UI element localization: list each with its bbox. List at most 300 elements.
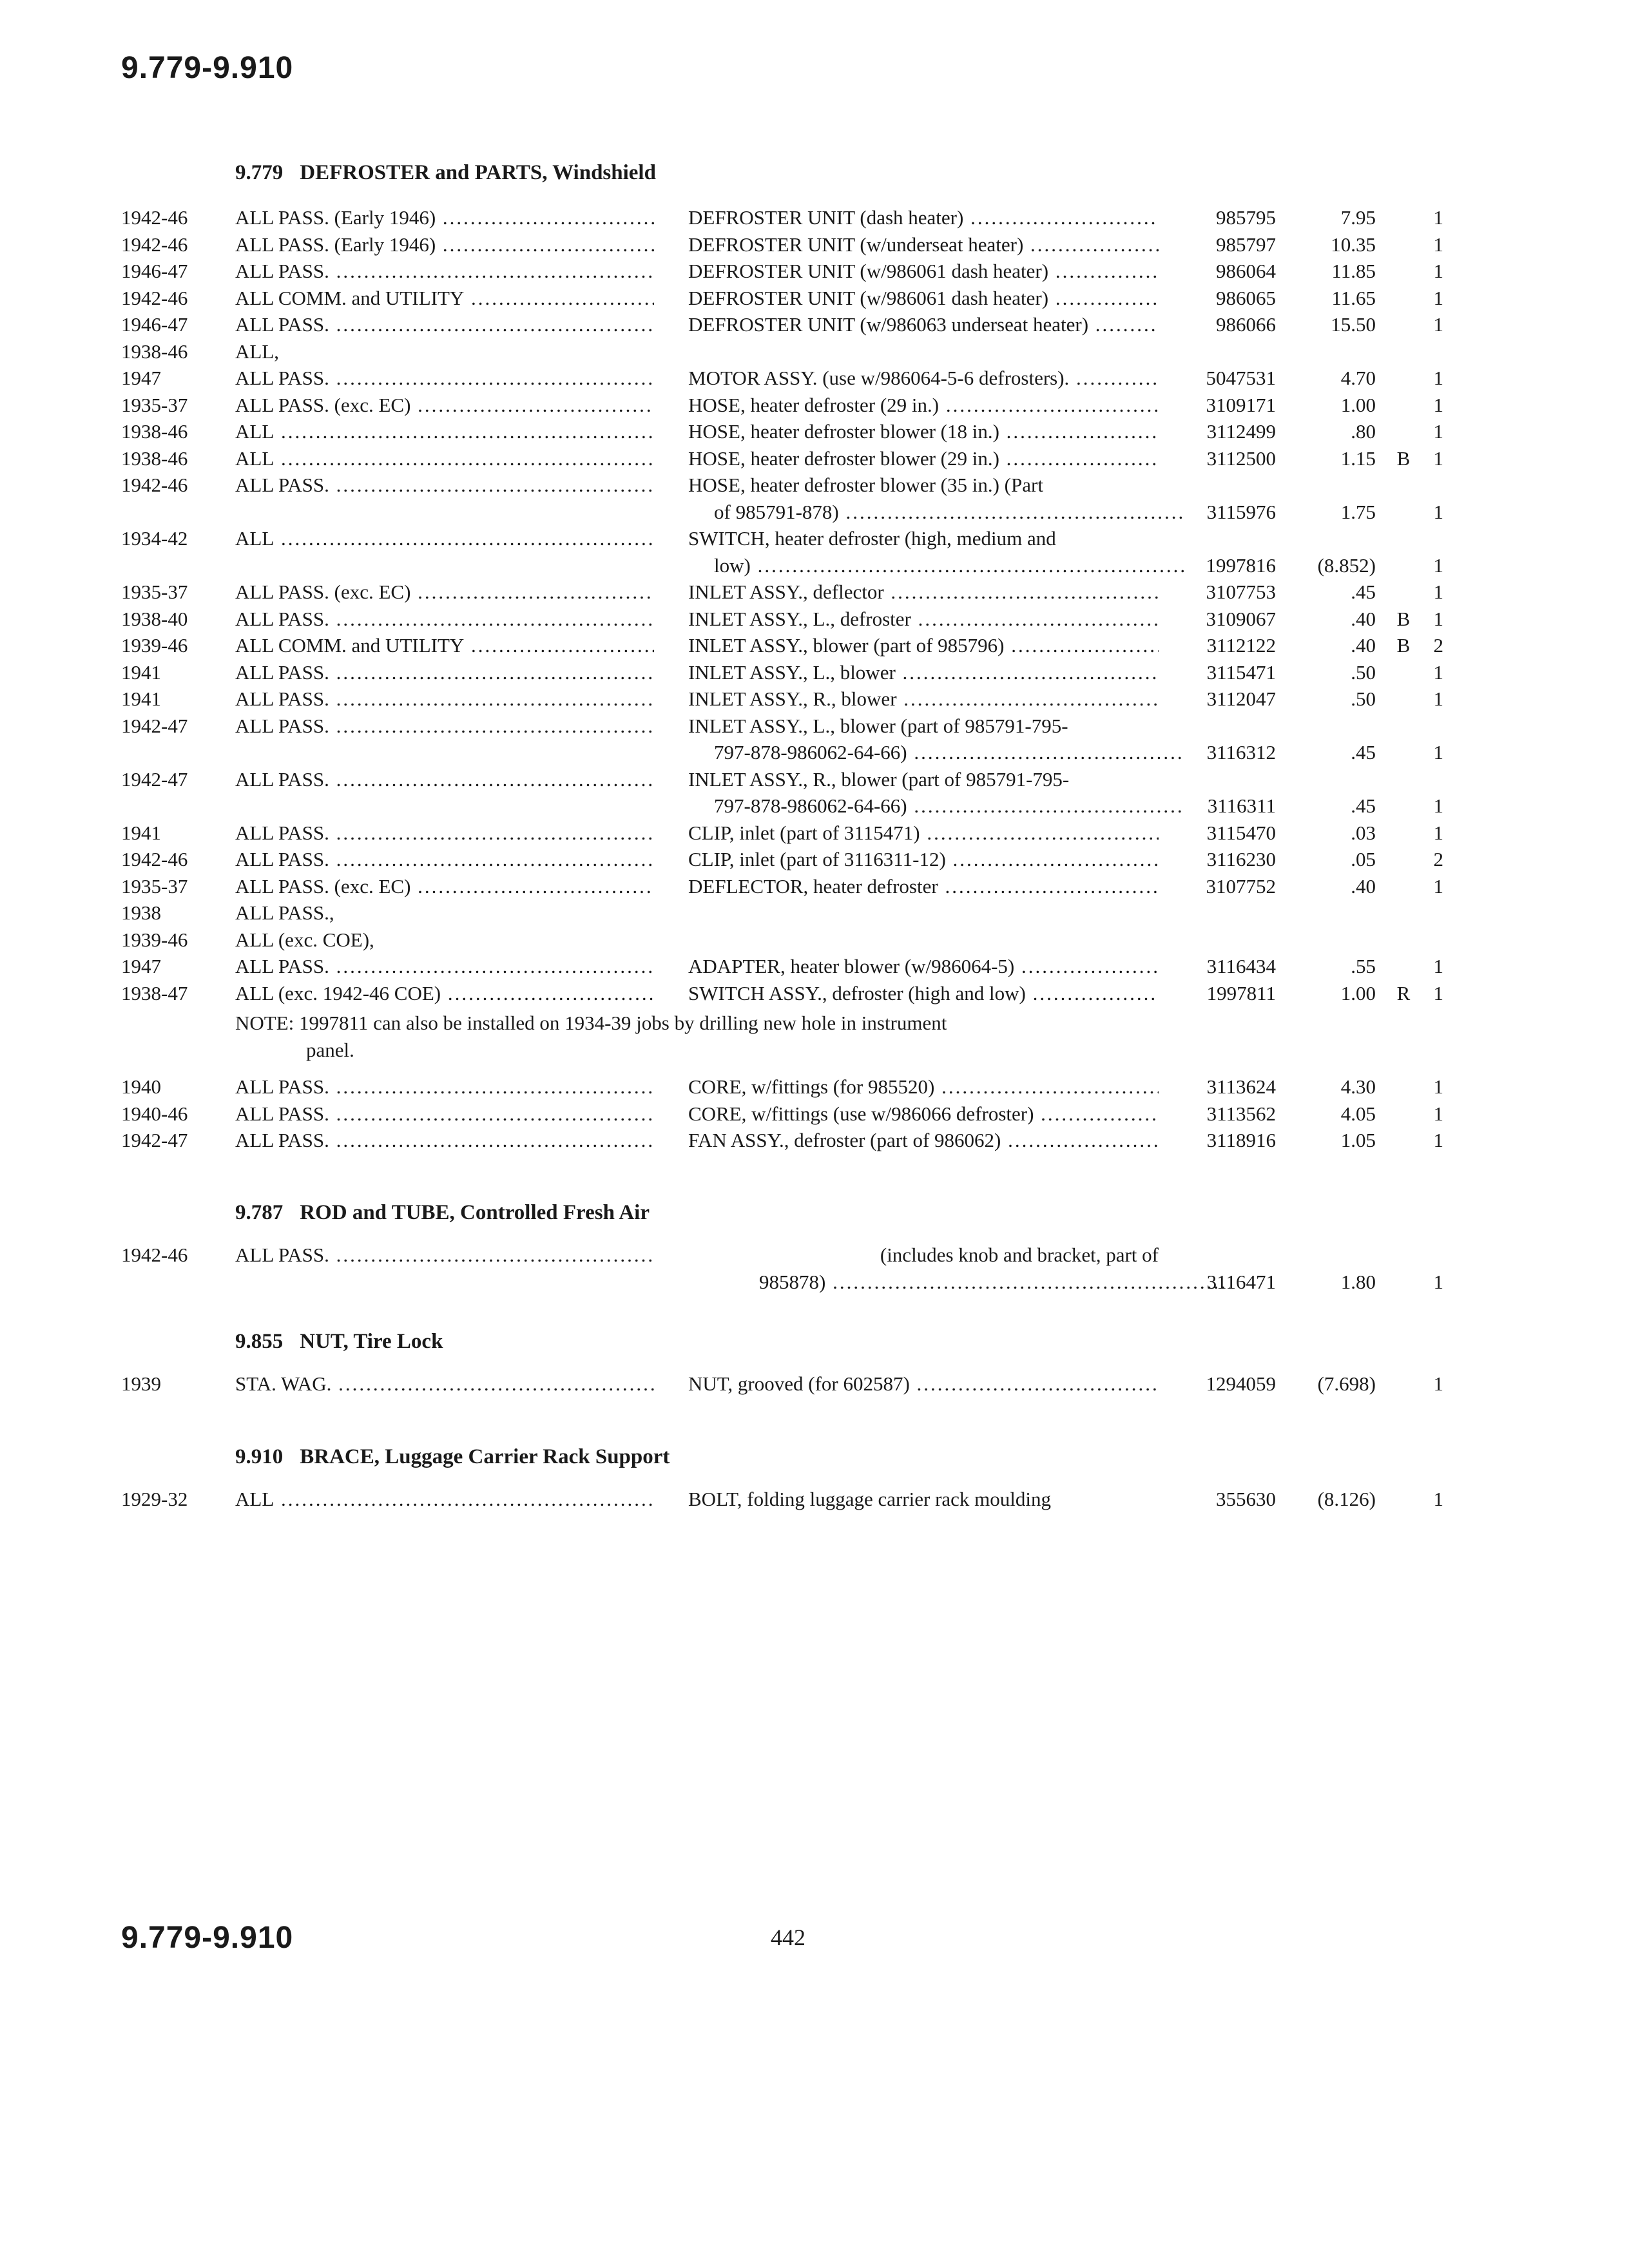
catalog-row: [0, 661, 1629, 687]
catalog-row: [0, 420, 1629, 446]
description-cell: [688, 447, 1159, 470]
quantity-cell: 2: [1433, 848, 1443, 870]
description-cell: [688, 420, 1159, 443]
part-number-cell: 3118916: [1206, 1129, 1276, 1151]
description-cell: [688, 794, 1184, 818]
part-number-cell: 3107752: [1206, 874, 1276, 898]
price-cell: 1.00: [1340, 393, 1376, 416]
part-number-cell: 3109171: [1206, 393, 1276, 416]
part-number-cell: 3112499: [1206, 420, 1276, 443]
catalog-row: [0, 901, 1629, 927]
part-number-cell: 355630: [1216, 1488, 1276, 1510]
catalog-row: [0, 1244, 1629, 1269]
model-cell: [235, 955, 654, 978]
price-cell: .50: [1351, 687, 1376, 710]
year-cell: 1940-46: [121, 1102, 188, 1125]
price-cell: 4.05: [1340, 1102, 1376, 1125]
description-cell: [688, 875, 1159, 898]
model-cell: [235, 474, 654, 497]
section-title: [235, 1445, 670, 1469]
catalog-row: [0, 367, 1629, 392]
price-cell: .40: [1351, 607, 1376, 630]
year-cell: 1946-47: [121, 313, 188, 336]
catalog-row: [0, 1372, 1629, 1398]
description-text: DEFLECTOR, heater defroster .....: [688, 875, 1159, 898]
description-cell: [688, 768, 1159, 791]
model-text: ALL PASS. .....: [235, 1075, 654, 1098]
year-cell: 1935-37: [121, 874, 188, 898]
quantity-cell: 1: [1433, 313, 1443, 336]
part-number-cell: 986065: [1216, 286, 1276, 309]
description-text: HOSE, heater defroster blower (35 in.) (Part: [688, 474, 1043, 496]
part-number-cell: 3116312: [1206, 741, 1276, 764]
description-cell: [688, 1271, 1229, 1294]
model-text: ALL PASS. .....: [235, 822, 654, 844]
part-number-cell: 3115471: [1206, 660, 1276, 684]
price-cell: .03: [1351, 821, 1376, 844]
description-cell: [688, 313, 1159, 336]
catalog-row: [0, 1488, 1629, 1514]
catalog-row: [0, 848, 1629, 874]
model-cell: [235, 928, 654, 952]
quantity-cell: 1: [1433, 955, 1443, 977]
year-cell: 1947: [121, 955, 161, 977]
model-cell: [235, 1372, 654, 1396]
quantity-cell: 1: [1433, 367, 1443, 389]
description-text: SWITCH ASSY., defroster (high and low) .....: [688, 982, 1159, 1004]
model-text: ALL PASS. (exc. EC) .....: [235, 875, 654, 898]
description-text: (includes knob and bracket, part of: [880, 1244, 1159, 1266]
section-number: 9.855: [235, 1330, 284, 1353]
price-cell: 1.75: [1340, 500, 1376, 523]
code-cell: B: [1396, 607, 1411, 630]
description-cell: [688, 287, 1159, 310]
model-cell: [235, 848, 654, 871]
price-cell: .05: [1351, 848, 1376, 870]
model-text: ALL PASS. .....: [235, 715, 654, 737]
model-text: STA. WAG. .....: [235, 1372, 654, 1395]
price-cell: .40: [1351, 634, 1376, 657]
quantity-cell: 1: [1433, 1270, 1443, 1293]
description-cell: [688, 1102, 1159, 1126]
model-cell: [235, 982, 654, 1005]
model-text: ALL PASS. .....: [235, 955, 654, 977]
quantity-cell: 1: [1433, 581, 1443, 603]
model-text: ALL PASS. .....: [235, 313, 654, 336]
description-text: NUT, grooved (for 602587) .....: [688, 1372, 1159, 1395]
note-line-2: panel.: [306, 1039, 354, 1061]
part-number-cell: 986066: [1216, 313, 1276, 336]
quantity-cell: 1: [1433, 233, 1443, 256]
model-cell: [235, 206, 654, 229]
description-cell: [688, 554, 1184, 577]
catalog-row: [0, 394, 1629, 419]
code-cell: B: [1396, 634, 1411, 657]
description-text: INLET ASSY., L., defroster .....: [688, 608, 1159, 630]
description-text: of 985791-878) .....: [714, 501, 1184, 523]
year-cell: 1942-47: [121, 767, 188, 791]
catalog-row: [0, 741, 1629, 767]
description-text: INLET ASSY., deflector .....: [688, 581, 1159, 603]
model-text: ALL COMM. and UTILITY .....: [235, 634, 654, 657]
price-cell: 11.85: [1331, 260, 1376, 282]
catalog-row: [0, 501, 1629, 526]
price-cell: (7.698): [1317, 1372, 1376, 1395]
description-text: 797-878-986062-64-66) .....: [714, 794, 1184, 817]
year-cell: 1942-46: [121, 474, 188, 496]
description-cell: [688, 367, 1159, 390]
year-cell: 1939-46: [121, 634, 188, 657]
catalog-row: [0, 928, 1629, 954]
part-number-cell: 3113562: [1206, 1102, 1276, 1125]
part-number-cell: 3107753: [1206, 581, 1276, 603]
part-number-cell: 985797: [1216, 233, 1276, 256]
part-number-cell: 1294059: [1206, 1372, 1276, 1395]
year-cell: 1947: [121, 367, 161, 389]
part-number-cell: 985795: [1216, 206, 1276, 229]
description-text: 985878) .....: [759, 1271, 1229, 1293]
quantity-cell: 1: [1433, 741, 1443, 764]
year-cell: 1938-40: [121, 607, 188, 630]
price-cell: 1.05: [1340, 1129, 1376, 1151]
quantity-cell: 1: [1433, 1075, 1443, 1098]
model-text: ALL (exc. 1942-46 COE) .....: [235, 982, 654, 1004]
price-cell: .45: [1351, 794, 1376, 817]
year-cell: 1942-46: [121, 286, 188, 309]
section-name: ROD and TUBE, Controlled Fresh Air: [300, 1201, 650, 1224]
quantity-cell: 1: [1433, 1102, 1443, 1125]
quantity-cell: 1: [1433, 286, 1443, 309]
catalog-row: [0, 1075, 1629, 1101]
quantity-cell: 1: [1433, 1372, 1443, 1395]
part-number-cell: 3115976: [1206, 500, 1276, 523]
model-cell: [235, 901, 654, 925]
part-number-cell: 986064: [1216, 260, 1276, 282]
year-cell: 1938: [121, 901, 161, 924]
part-number-cell: 3112122: [1206, 634, 1276, 657]
year-cell: 1942-47: [121, 1129, 188, 1151]
model-text: ALL PASS. .....: [235, 1102, 654, 1125]
price-cell: 11.65: [1331, 286, 1376, 309]
year-cell: 1938-46: [121, 420, 188, 443]
description-text: HOSE, heater defroster blower (18 in.) .....: [688, 420, 1159, 443]
description-text: low) .....: [714, 554, 1184, 577]
year-cell: 1941: [121, 821, 161, 844]
page-header-range: 9.779-9.910: [121, 51, 294, 85]
price-cell: .45: [1351, 741, 1376, 764]
model-cell: [235, 822, 654, 845]
model-text: ALL PASS. .....: [235, 1244, 654, 1266]
description-text: DEFROSTER UNIT (w/986061 dash heater) .....: [688, 287, 1159, 309]
catalog-row: [0, 233, 1629, 259]
model-cell: [235, 420, 654, 443]
model-cell: [235, 447, 654, 470]
model-cell: [235, 1244, 654, 1267]
section-number: 9.910: [235, 1445, 284, 1468]
model-text: ALL PASS. .....: [235, 367, 654, 389]
quantity-cell: 1: [1433, 500, 1443, 523]
description-text: INLET ASSY., R., blower (part of 985791-795-: [688, 767, 1070, 791]
price-cell: .45: [1351, 581, 1376, 603]
price-cell: (8.852): [1317, 553, 1376, 577]
section-title: [235, 161, 656, 185]
model-text: ALL PASS. .....: [235, 608, 654, 630]
model-cell: [235, 687, 654, 711]
catalog-note: [235, 1010, 1150, 1064]
description-cell: [688, 634, 1159, 657]
model-cell: [235, 394, 654, 417]
model-text: ALL .....: [235, 447, 654, 470]
model-text: ALL PASS. (Early 1946) .....: [235, 233, 654, 256]
catalog-row: [0, 608, 1629, 633]
model-cell: [235, 527, 654, 550]
model-text: ALL,: [235, 340, 280, 363]
year-cell: 1939-46: [121, 928, 188, 951]
catalog-row: [0, 206, 1629, 232]
year-cell: 1938-46: [121, 340, 188, 363]
part-number-cell: 5047531: [1206, 367, 1276, 389]
model-text: ALL PASS. .....: [235, 1129, 654, 1151]
part-number-cell: 3112500: [1206, 447, 1276, 470]
description-cell: [688, 1075, 1159, 1099]
year-cell: 1946-47: [121, 260, 188, 282]
model-cell: [235, 581, 654, 604]
price-cell: (8.126): [1317, 1488, 1376, 1510]
model-cell: [235, 260, 654, 283]
year-cell: 1941: [121, 660, 161, 684]
part-number-cell: 3116230: [1206, 848, 1276, 870]
part-number-cell: 1997816: [1206, 553, 1276, 577]
year-cell: 1942-46: [121, 1244, 188, 1266]
year-cell: 1938-46: [121, 447, 188, 470]
note-line-1: NOTE: 1997811 can also be installed on 1934-39 jobs by drilling new hole in instrument: [235, 1012, 947, 1034]
description-cell: [688, 206, 1159, 229]
description-text: 797-878-986062-64-66) .....: [714, 741, 1184, 764]
quantity-cell: 1: [1433, 794, 1443, 817]
description-text: MOTOR ASSY. (use w/986064-5-6 defrosters). .....: [688, 367, 1159, 389]
year-cell: 1934-42: [121, 527, 188, 550]
year-cell: 1940: [121, 1075, 161, 1098]
catalog-row: [0, 955, 1629, 981]
model-cell: [235, 313, 654, 336]
description-cell: [688, 394, 1159, 417]
description-cell: [688, 581, 1159, 604]
catalog-row: [0, 715, 1629, 740]
model-text: ALL PASS. (exc. EC) .....: [235, 581, 654, 603]
model-text: ALL (exc. COE),: [235, 928, 374, 951]
quantity-cell: 1: [1433, 553, 1443, 577]
description-text: DEFROSTER UNIT (w/986061 dash heater) .....: [688, 260, 1159, 282]
quantity-cell: 1: [1433, 393, 1443, 416]
description-cell: [688, 741, 1184, 764]
section-number: 9.787: [235, 1201, 284, 1224]
model-cell: [235, 715, 654, 738]
description-cell: [688, 661, 1159, 684]
price-cell: 1.80: [1340, 1270, 1376, 1293]
model-text: ALL PASS.,: [235, 901, 334, 924]
model-text: ALL .....: [235, 1488, 654, 1510]
section-title: [235, 1201, 650, 1225]
part-number-cell: 3116434: [1206, 955, 1276, 977]
part-number-cell: 3109067: [1206, 607, 1276, 630]
quantity-cell: 1: [1433, 660, 1443, 684]
model-text: ALL .....: [235, 420, 654, 443]
catalog-row: [0, 982, 1629, 1008]
part-number-cell: 3113624: [1206, 1075, 1276, 1098]
year-cell: 1939: [121, 1372, 161, 1395]
section-name: DEFROSTER and PARTS, Windshield: [300, 161, 656, 184]
price-cell: .55: [1351, 955, 1376, 977]
catalog-row: [0, 260, 1629, 285]
description-cell: [688, 822, 1159, 845]
description-cell: [688, 474, 1159, 497]
price-cell: 15.50: [1331, 313, 1376, 336]
description-text: DEFROSTER UNIT (w/underseat heater) .....: [688, 233, 1159, 256]
model-text: ALL PASS. .....: [235, 687, 654, 710]
description-text: BOLT, folding luggage carrier rack moulding: [688, 1488, 1052, 1510]
section-name: NUT, Tire Lock: [300, 1330, 443, 1353]
catalog-row: [0, 554, 1629, 580]
description-cell: [688, 260, 1159, 283]
year-cell: 1942-46: [121, 848, 188, 870]
model-text: ALL COMM. and UTILITY .....: [235, 287, 654, 309]
model-cell: [235, 1075, 654, 1099]
model-cell: [235, 340, 654, 363]
description-text: DEFROSTER UNIT (w/986063 underseat heater) .....: [688, 313, 1159, 336]
description-text: CLIP, inlet (part of 3115471) .....: [688, 822, 1159, 844]
quantity-cell: 1: [1433, 260, 1443, 282]
model-text: ALL PASS. .....: [235, 474, 654, 496]
description-cell: [688, 233, 1159, 256]
price-cell: 7.95: [1340, 206, 1376, 229]
part-number-cell: 3112047: [1206, 687, 1276, 710]
catalog-row: [0, 287, 1629, 312]
quantity-cell: 1: [1433, 1129, 1443, 1151]
description-cell: [688, 715, 1159, 738]
description-text: INLET ASSY., L., blower (part of 985791-795-: [688, 714, 1068, 737]
description-text: DEFROSTER UNIT (dash heater) .....: [688, 206, 1159, 229]
year-cell: 1942-47: [121, 714, 188, 737]
model-text: ALL PASS. .....: [235, 768, 654, 791]
description-text: INLET ASSY., R., blower .....: [688, 687, 1159, 710]
year-cell: 1935-37: [121, 393, 188, 416]
model-text: ALL PASS. (Early 1946) .....: [235, 206, 654, 229]
catalog-row: [0, 527, 1629, 553]
quantity-cell: 1: [1433, 420, 1443, 443]
model-text: ALL PASS. .....: [235, 260, 654, 282]
description-text: FAN ASSY., defroster (part of 986062) .....: [688, 1129, 1159, 1151]
catalog-row: [0, 687, 1629, 713]
quantity-cell: 1: [1433, 821, 1443, 844]
price-cell: 10.35: [1331, 233, 1376, 256]
model-cell: [235, 1102, 654, 1126]
model-text: ALL PASS. (exc. EC) .....: [235, 394, 654, 416]
description-cell: [688, 1488, 1159, 1511]
section-number: 9.779: [235, 161, 284, 184]
quantity-cell: 1: [1433, 607, 1443, 630]
description-text: ADAPTER, heater blower (w/986064-5) .....: [688, 955, 1159, 977]
part-number-cell: 3116311: [1207, 794, 1276, 817]
quantity-cell: 1: [1433, 687, 1443, 710]
quantity-cell: 1: [1433, 206, 1443, 229]
description-cell: [688, 982, 1159, 1005]
page-number: 442: [771, 1925, 805, 1950]
description-cell: [688, 848, 1159, 871]
description-cell: [688, 1129, 1159, 1152]
model-text: ALL PASS. .....: [235, 848, 654, 870]
description-cell: [688, 608, 1159, 631]
model-cell: [235, 608, 654, 631]
description-text: CLIP, inlet (part of 3116311-12) .....: [688, 848, 1159, 870]
description-text: HOSE, heater defroster blower (29 in.) .....: [688, 447, 1159, 470]
model-cell: [235, 287, 654, 310]
code-cell: R: [1396, 981, 1411, 1004]
quantity-cell: 1: [1433, 981, 1443, 1004]
description-text: INLET ASSY., blower (part of 985796) .....: [688, 634, 1159, 657]
catalog-row: [0, 1271, 1629, 1296]
price-cell: .80: [1351, 420, 1376, 443]
price-cell: 4.70: [1340, 367, 1376, 389]
description-text: CORE, w/fittings (use w/986066 defroster) .....: [688, 1102, 1159, 1125]
code-cell: B: [1396, 447, 1411, 470]
catalog-row: [0, 794, 1629, 820]
catalog-row: [0, 634, 1629, 660]
year-cell: 1929-32: [121, 1488, 188, 1510]
catalog-row: [0, 875, 1629, 901]
catalog-row: [0, 313, 1629, 339]
description-text: INLET ASSY., L., blower .....: [688, 661, 1159, 684]
section-name: BRACE, Luggage Carrier Rack Support: [300, 1445, 670, 1468]
model-cell: [235, 661, 654, 684]
description-text: HOSE, heater defroster (29 in.) .....: [688, 394, 1159, 416]
model-cell: [235, 875, 654, 898]
price-cell: .50: [1351, 660, 1376, 684]
description-cell: [688, 1372, 1159, 1396]
description-text: CORE, w/fittings (for 985520) .....: [688, 1075, 1159, 1098]
model-cell: [235, 1129, 654, 1152]
year-cell: 1941: [121, 687, 161, 710]
catalog-row: [0, 1102, 1629, 1128]
catalog-row: [0, 822, 1629, 847]
price-cell: 1.15: [1340, 447, 1376, 470]
quantity-cell: 2: [1433, 634, 1443, 657]
model-cell: [235, 768, 654, 791]
year-cell: 1942-46: [121, 233, 188, 256]
model-cell: [235, 1488, 654, 1511]
quantity-cell: 1: [1433, 874, 1443, 898]
description-text: SWITCH, heater defroster (high, medium and: [688, 527, 1056, 550]
description-cell: [688, 501, 1184, 524]
catalog-row: [0, 474, 1629, 499]
catalog-row: [0, 447, 1629, 473]
model-cell: [235, 233, 654, 256]
catalog-row: [0, 581, 1629, 606]
catalog-row: [0, 768, 1629, 794]
quantity-cell: 1: [1433, 447, 1443, 470]
model-cell: [235, 367, 654, 390]
part-number-cell: 3115470: [1206, 821, 1276, 844]
catalog-row: [0, 340, 1629, 366]
section-title: [235, 1330, 443, 1354]
year-cell: 1942-46: [121, 206, 188, 229]
model-text: ALL .....: [235, 527, 654, 550]
price-cell: 4.30: [1340, 1075, 1376, 1098]
year-cell: 1938-47: [121, 981, 188, 1004]
page-footer-range: 9.779-9.910: [121, 1921, 294, 1955]
description-cell: [688, 1244, 1162, 1267]
part-number-cell: 1997811: [1206, 981, 1276, 1004]
price-cell: .40: [1351, 874, 1376, 898]
